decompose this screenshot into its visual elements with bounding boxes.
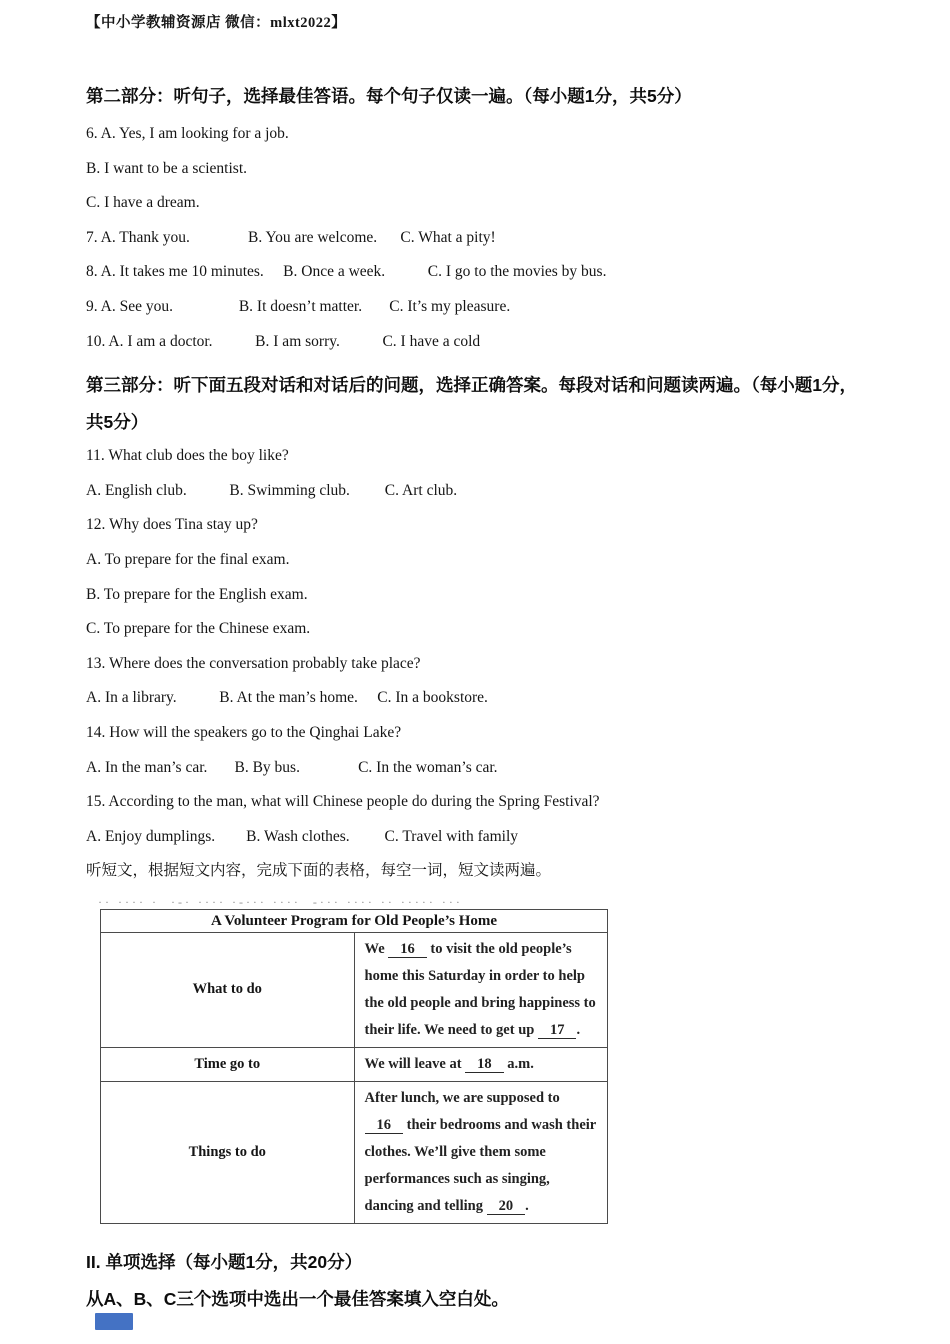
table-row: [101, 932, 608, 1047]
question-12-option-a: A. To prepare for the final exam.: [86, 550, 290, 568]
table-title-row: [101, 909, 608, 932]
question-9-line: 9. A. See you. B. It doesn’t matter. C. It’s my pleasure.: [86, 297, 511, 315]
question-13-text: 13. Where does the conversation probably take place?: [86, 654, 421, 672]
row-label-time-go-to: Time go to: [101, 1047, 355, 1081]
passage-instruction: 听短文，根据短文内容，完成下面的表格，每空一词，短文读两遍。: [86, 862, 552, 880]
footer-blue-mark: [95, 1313, 133, 1330]
fill-blank-18: 18: [465, 1057, 504, 1073]
question-6-option-a: 6. A. Yes, I am looking for a job.: [86, 125, 289, 142]
question-11-options: A. English club. B. Swimming club. C. Art club.: [86, 481, 458, 499]
question-14-text: 14. How will the speakers go to the Qinghai Lake?: [86, 723, 402, 741]
row-label-things-to-do: Things to do: [101, 1081, 355, 1223]
question-10-line: 10. A. I am a doctor. B. I am sorry. C. I have a cold: [86, 332, 481, 350]
fill-blank-17: 17: [538, 1023, 577, 1039]
row-content-what-to-do: We 16 to visit the old people’s home this Saturday in order to help the old people and bring happiness to their life. We need to get up 17 .: [354, 932, 608, 1047]
section2-subheading: 从A、B、C三个选项中选出一个最佳答案填入空白处。: [86, 1288, 509, 1309]
volunteer-program-table: [100, 909, 608, 1224]
row-content-time-go-to: We will leave at 18 a.m.: [354, 1047, 608, 1081]
section2-heading: II. 单项选择（每小题1分，共20分）: [86, 1251, 363, 1272]
table-row: [101, 1081, 608, 1223]
question-13-options: A. In a library. B. At the man’s home. C. In a bookstore.: [86, 689, 488, 707]
store-watermark-header: 【中小学教辅资源店 微信：mlxt2022】: [86, 15, 347, 31]
row-label-what-to-do: What to do: [101, 932, 355, 1047]
question-14-options: A. In the man’s car. B. By bus. C. In the woman’s car.: [86, 758, 498, 776]
fill-blank-20: 20: [487, 1199, 526, 1215]
table-row: [101, 1047, 608, 1081]
fill-blank-16: 16: [388, 942, 427, 958]
question-12-text: 12. Why does Tina stay up?: [86, 516, 258, 534]
question-6-option-b: B. I want to be a scientist.: [86, 159, 247, 177]
question-12-option-c: C. To prepare for the Chinese exam.: [86, 620, 311, 638]
question-11-text: 11. What club does the boy like?: [86, 447, 289, 465]
table-title: A Volunteer Program for Old People’s Home: [101, 909, 608, 932]
part3-heading: 第三部分：听下面五段对话和对话后的问题，选择正确答案。每段对话和问题读两遍。（每小题1分，共5分）: [86, 375, 857, 433]
row-content-things-to-do: After lunch, we are supposed to 16 their bedrooms and wash their clothes. We’ll give them some performances such as singing, dancing and telling 20 .: [354, 1081, 608, 1223]
question-12-option-b: B. To prepare for the English exam.: [86, 585, 308, 603]
question-8-line: 8. A. It takes me 10 minutes. B. Once a week. C. I go to the movies by bus.: [86, 263, 607, 281]
question-6-option-c: C. I have a dream.: [86, 194, 200, 212]
question-15-options: A. Enjoy dumplings. B. Wash clothes. C. Travel with family: [86, 827, 519, 845]
question-7-line: 7. A. Thank you. B. You are welcome. C. What a pity!: [86, 228, 496, 246]
part2-heading: 第二部分：听句子，选择最佳答语。每个句子仅读一遍。（每小题1分，共5分）: [86, 86, 692, 106]
fill-blank-16: 16: [365, 1118, 404, 1134]
clipped-text-artifact: ·· ···· · ·-· ···· ·-··· ···· -··· ···· ·· ····· ···: [98, 896, 463, 907]
question-15-text: 15. According to the man, what will Chinese people do during the Spring Festival?: [86, 793, 600, 811]
